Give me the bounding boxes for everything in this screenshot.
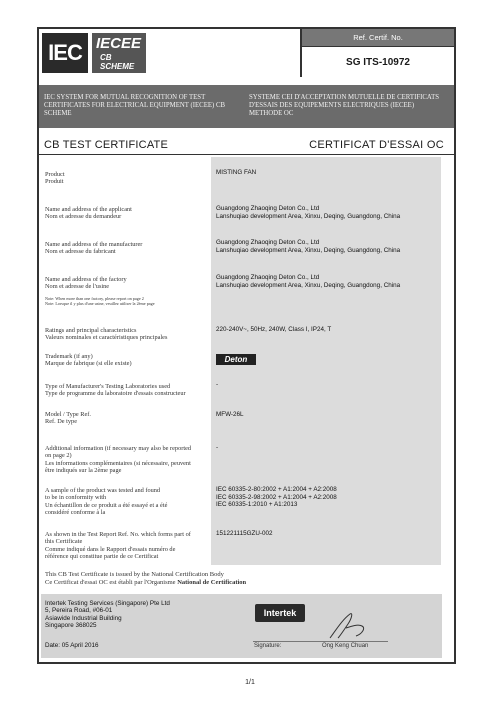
cert-no-value: SG ITS-10972 <box>302 46 454 77</box>
factory-note-fr: Note: Lorsque il y plus d'une usine, veuillez utiliser la 2ème page <box>45 300 155 306</box>
issuer-city: Singapore 368025 <box>45 622 97 630</box>
ratings-label <box>45 327 210 342</box>
system-name-en: IEC SYSTEM FOR MUTUAL RECOGNITION OF TEST CERTIFICATES FOR ELECTRICAL EQUIPMENT (IECEE) CB SCHEME <box>44 94 226 117</box>
issue-date: Date: 05 April 2016 <box>45 642 99 649</box>
applicant-label-fr: Nom et adresse du demandeur <box>45 213 122 221</box>
iecee-cb-scheme-logo <box>92 33 146 73</box>
manufacturer-name: Guangdong Zhaoqing Deton Co., Ltd <box>216 239 320 246</box>
sample-l1: A sample of the product was tested and found <box>45 487 161 494</box>
sample-l2: to be in conformity with <box>45 494 107 502</box>
additional-info-l3: Les informations complémentaires (si nécessaire, peuvent <box>45 459 191 467</box>
model-label-fr: Ref. De type <box>45 418 77 426</box>
applicant-address: Lanshuqiao development Area, Xinxu, Deqing, Guangdong, China <box>216 212 401 220</box>
additional-info-l2: on page 2) <box>45 452 72 460</box>
manufacturer-label <box>45 241 210 256</box>
additional-info-label <box>45 445 210 474</box>
iec-logo: IEC <box>42 33 88 73</box>
intertek-logo: Intertek <box>255 604 305 622</box>
manufacturer-address: Lanshuqiao development Area, Xinxu, Deqing, Guangdong, China <box>216 246 401 254</box>
product-label-fr: Produit <box>45 178 64 186</box>
additional-info-l4: être indiqués sur la 2ème page <box>45 466 122 474</box>
report-l3: Comme indiqué dans le Rapport d'essais numéro de <box>45 545 176 553</box>
model-value: MFW-26L <box>216 411 244 418</box>
lab-type-label <box>45 383 210 398</box>
factory-label-en: Name and address of the factory <box>45 276 127 283</box>
national-body-fr-b: National de Certification <box>177 579 247 586</box>
factory-name: Guangdong Zhaoqing Deton Co., Ltd <box>216 274 320 281</box>
issuer-building: Asiawide Industrial Building <box>45 614 122 622</box>
factory-label <box>45 276 210 306</box>
ratings-value: 220-240V~, 50Hz, 240W, Class I, IP24, T <box>216 326 332 333</box>
ratings-label-fr: Valeurs nominales et caractéristiques principales <box>45 334 168 342</box>
signatory-name: Ong Keng Chuan <box>322 643 369 649</box>
manufacturer-value <box>216 239 438 254</box>
iecee-logo-cb: CB <box>100 53 112 62</box>
applicant-name: Guangdong Zhaoqing Deton Co., Ltd <box>216 205 320 212</box>
product-value: MISTING FAN <box>216 169 257 176</box>
sample-l4: considéré conforme à la <box>45 508 106 516</box>
factory-value <box>216 274 438 289</box>
system-name-fr: SYSTEME CEI D'ACCEPTATION MUTUELLE DE CERTIFICATS D'ESSAIS DES EQUIPEMENTS ELECTRIQUES (IECEE) METHODE OC <box>249 94 440 117</box>
factory-label-fr: Nom et adresse de l'usine <box>45 283 110 291</box>
report-l4: référence qui constitue partie de ce Certificat <box>45 552 159 560</box>
iecee-logo-scheme: SCHEME <box>100 62 135 71</box>
issuer-street: 5, Pereira Road, #06-01 <box>45 607 113 615</box>
title-fr: CERTIFICAT D'ESSAI OC <box>309 139 444 151</box>
manufacturer-label-en: Name and address of the manufacturer <box>45 241 143 248</box>
lab-type-value: - <box>216 381 219 388</box>
signature-mark <box>322 606 382 642</box>
standard-3: IEC 60335-1:2010 + A1:2013 <box>216 501 298 509</box>
page-number: 1/1 <box>245 679 255 686</box>
lab-type-label-en: Type of Manufacturer's Testing Laboratories used <box>45 383 171 390</box>
system-banner <box>39 85 454 128</box>
standards-value <box>216 486 438 509</box>
report-l2: this Certificate <box>45 538 83 546</box>
report-l1: As shown in the Test Report Ref. No. which forms part of <box>45 531 191 538</box>
sample-label <box>45 487 210 516</box>
lab-type-label-fr: Type de programme du laboratoire d'essais constructeur <box>45 390 186 398</box>
additional-info-value: - <box>216 444 219 451</box>
sample-l3: Un échantillon de ce produit a été essayé et a été <box>45 501 168 509</box>
title-en: CB TEST CERTIFICATE <box>44 139 169 151</box>
standard-2: IEC 60335-2-98:2002 + A1:2004 + A2:2008 <box>216 493 337 501</box>
signature-line <box>253 641 388 642</box>
model-label <box>45 411 210 426</box>
trademark-label-fr: Marque de fabrique (si elle existe) <box>45 360 132 368</box>
issuer-name: Intertek Testing Services (Singapore) Pte Ltd <box>45 600 170 607</box>
iecee-logo-text: IECEE <box>96 35 142 52</box>
national-body-statement <box>45 571 246 587</box>
standard-1: IEC 60335-2-80:2002 + A1:2004 + A2:2008 <box>216 486 337 493</box>
trademark-label <box>45 353 210 368</box>
report-label <box>45 531 210 560</box>
factory-address: Lanshuqiao development Area, Xinxu, Deqing, Guangdong, China <box>216 281 401 289</box>
applicant-label-en: Name and address of the applicant <box>45 206 132 213</box>
applicant-value <box>216 205 438 220</box>
applicant-label <box>45 206 210 221</box>
product-label <box>45 171 210 186</box>
title-divider <box>39 154 454 155</box>
factory-note-en: Note: When more than one factory, please report on page 2 <box>45 295 144 301</box>
signature-label: Signature: <box>254 643 282 649</box>
report-value: 151221115GZU-002 <box>216 530 273 537</box>
ratings-label-en: Ratings and principal characteristics <box>45 327 137 334</box>
manufacturer-label-fr: Nom et adresse du fabricant <box>45 248 116 256</box>
trademark-label-en: Trademark (if any) <box>45 353 93 360</box>
national-body-en: This CB Test Certificate is issued by the National Certification Body <box>45 571 224 578</box>
cert-no-label: Ref. Certif. No. <box>302 29 454 46</box>
national-body-fr <box>45 579 246 587</box>
additional-info-l1: Additional information (if necessary may also be reported <box>45 445 192 452</box>
model-label-en: Model / Type Ref. <box>45 411 91 418</box>
national-body-fr-a: Ce Certificat d'essai OC est établi par l'Organisme <box>45 579 178 586</box>
trademark-logo: Deton <box>216 354 256 365</box>
product-label-en: Product <box>45 171 65 178</box>
issuer-address <box>45 600 170 630</box>
